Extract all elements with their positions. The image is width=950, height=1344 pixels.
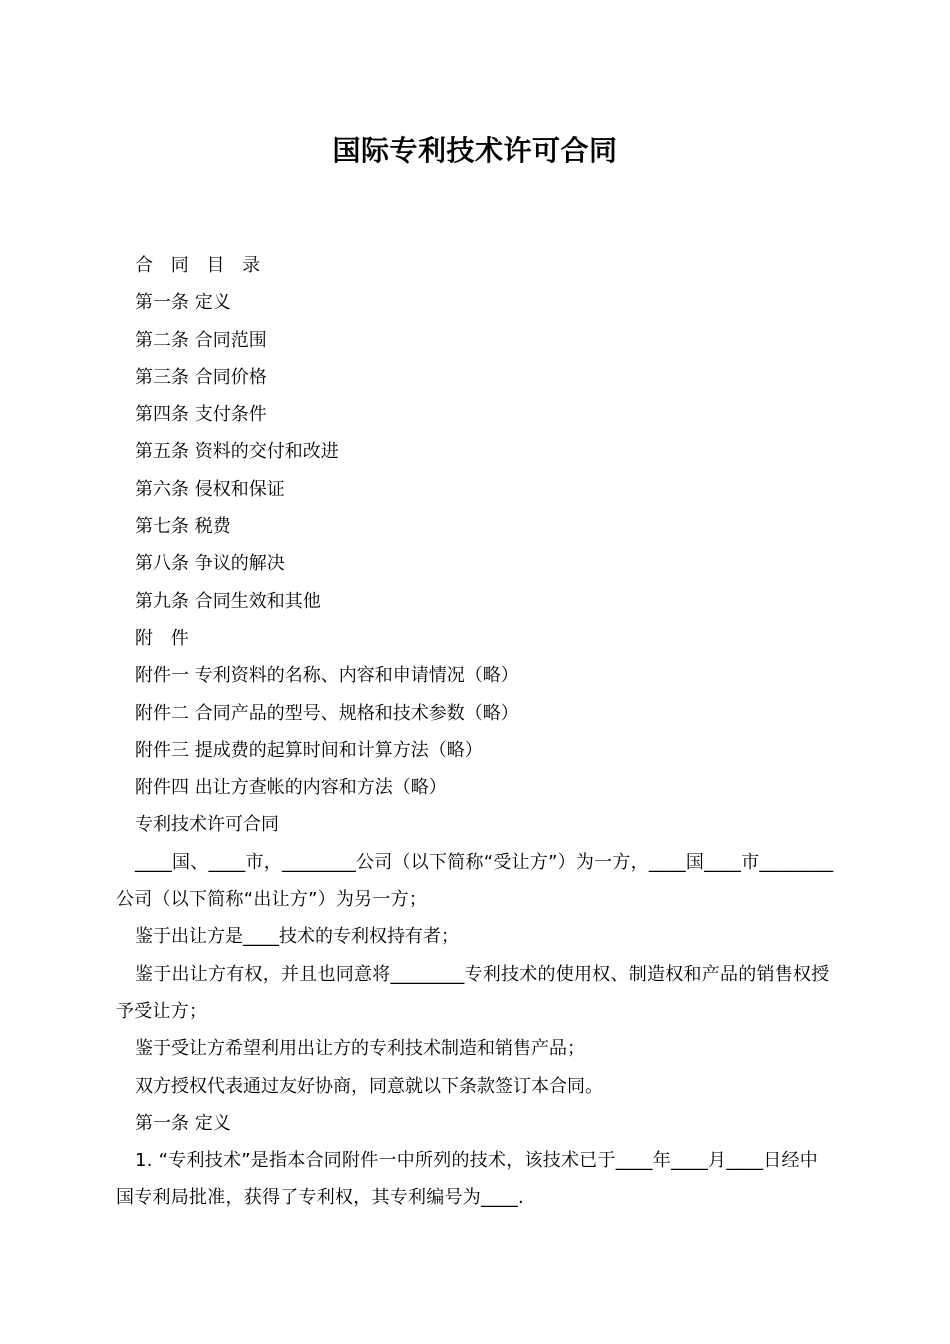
toc-item-1: 第一条 定义 (135, 292, 231, 314)
recital-1: 鉴于出让方是____技术的专利权持有者； (135, 926, 459, 948)
toc-item-4: 第四条 支付条件 (135, 404, 267, 426)
article-1-clause-1: 1. “专利技术”是指本合同附件一中所列的技术，该技术已于____年____月____日经中国专利局批准，获得了专利权，其专利编号为____. (116, 1150, 819, 1209)
contract-heading: 专利技术许可合同 (135, 814, 279, 836)
article-1-heading: 第一条 定义 (135, 1112, 231, 1134)
recital-3: 鉴于受让方希望利用出让方的专利技术制造和销售产品； (135, 1038, 585, 1060)
toc-heading: 合 同 目 录 (135, 255, 267, 276)
document-body (116, 247, 836, 1217)
annex-item-3: 附件三 提成费的起算时间和计算方法（略） (135, 739, 483, 761)
toc-item-3: 第三条 合同价格 (135, 366, 267, 388)
annex-heading: 附 件 (135, 627, 195, 649)
toc-item-6: 第六条 侵权和保证 (135, 478, 285, 500)
toc-item-8: 第八条 争议的解决 (135, 553, 285, 575)
annex-item-4: 附件四 出让方查帐的内容和方法（略） (135, 777, 447, 799)
annex-item-1: 附件一 专利资料的名称、内容和申请情况（略） (135, 665, 519, 687)
document-title: 国际专利技术许可合同 (332, 134, 618, 167)
toc-item-2: 第二条 合同范围 (135, 329, 267, 351)
toc-item-5: 第五条 资料的交付和改进 (135, 441, 339, 463)
toc-item-7: 第七条 税费 (135, 516, 231, 538)
recital-2: 鉴于出让方有权，并且也同意将________专利技术的使用权、制造权和产品的销售权授予受让方； (116, 963, 830, 1022)
annex-item-2: 附件二 合同产品的型号、规格和技术参数（略） (135, 702, 519, 724)
recital-4: 双方授权代表通过友好协商，同意就以下条款签订本合同。 (135, 1075, 603, 1097)
toc-item-9: 第九条 合同生效和其他 (135, 590, 321, 612)
parties-paragraph: ____国、____市，________公司（以下简称“受让方”）为一方，____国____市________公司（以下简称“出让方”）为另一方； (116, 851, 834, 911)
